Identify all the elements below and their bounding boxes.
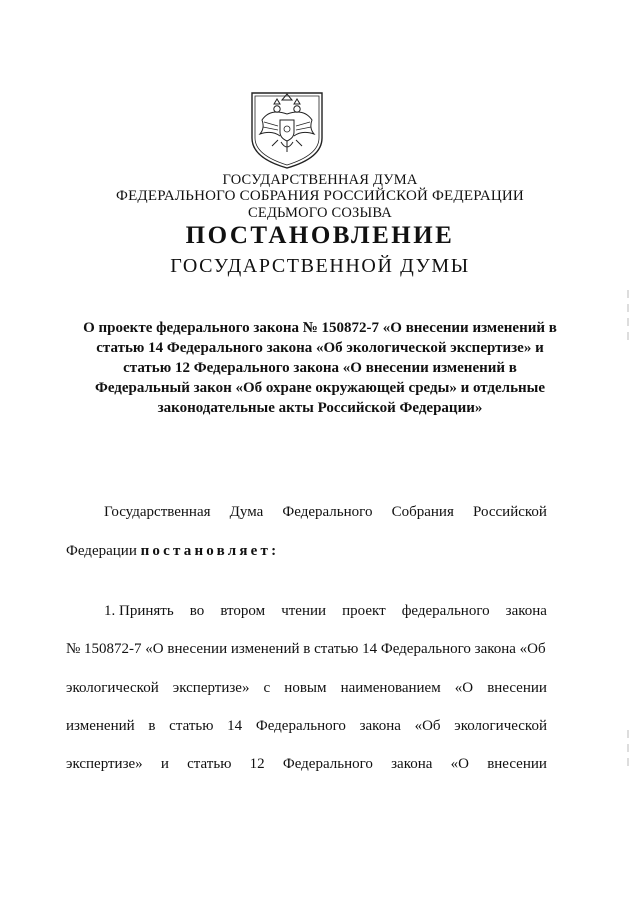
word: Дума (229, 504, 264, 520)
scan-margin-mark (626, 290, 630, 350)
word: федерального (401, 603, 490, 619)
word: «О (454, 680, 474, 696)
word: внесении (487, 680, 547, 696)
word: 1. Принять (104, 603, 174, 619)
word: Федерального (255, 718, 346, 734)
word: новым (284, 680, 327, 696)
word: статью (169, 718, 214, 734)
coat-of-arms-emblem (248, 90, 326, 170)
word: изменений (66, 718, 135, 734)
body-line-text: № 150872-7 «О внесении изменений в статью 14 Федерального закона «Об (66, 641, 546, 657)
word: 14 (227, 718, 243, 734)
resolves-emphasis: постановляет: (140, 543, 280, 559)
word: наименованием (340, 680, 441, 696)
word: чтении (281, 603, 327, 619)
document-subtitle: ГОСУДАРСТВЕННОЙ ДУМЫ (170, 255, 470, 277)
word: Собрания (391, 504, 454, 520)
word: экспертизе» (66, 756, 143, 772)
word: «О (450, 756, 469, 772)
word: и (160, 756, 169, 772)
word: Федерального (282, 504, 373, 520)
header-line-duma: ГОСУДАРСТВЕННАЯ ДУМА (222, 172, 418, 188)
word: экологической (454, 718, 547, 734)
body-line (66, 756, 547, 773)
subject-line: статью 14 Федерального закона «Об экологической экспертизе» и (96, 340, 544, 356)
header-line-assembly: ФЕДЕРАЛЬНОГО СОБРАНИЯ РОССИЙСКОЙ ФЕДЕРАЦИИ (116, 188, 524, 204)
word: внесении (487, 756, 547, 772)
body-line (66, 680, 547, 697)
word: статью (187, 756, 232, 772)
header-line-convocation: СЕДЬМОГО СОЗЫВА (248, 205, 392, 221)
word: втором (220, 603, 266, 619)
word: проект (342, 603, 386, 619)
document-title: ПОСТАНОВЛЕНИЕ (185, 222, 455, 249)
body-line (66, 641, 547, 658)
word: закона (505, 603, 547, 619)
word: Федерации (66, 543, 141, 559)
word: закона (359, 718, 401, 734)
word: с (263, 680, 271, 696)
word: экологической (66, 680, 159, 696)
word: Российской (473, 504, 547, 520)
subject-line: законодательные акты Российской Федерации» (157, 400, 483, 416)
body-line (66, 543, 547, 560)
body-line (104, 504, 547, 521)
word: закона (391, 756, 433, 772)
word: во (189, 603, 205, 619)
subject-line: статью 12 Федерального закона «О внесении изменений в (123, 360, 517, 376)
word: Государственная (104, 504, 211, 520)
subject-block (60, 318, 580, 418)
scan-margin-mark (626, 730, 630, 770)
word: Федерального (282, 756, 373, 772)
body-line (66, 718, 547, 735)
subject-line: О проекте федерального закона № 150872-7 «О внесении изменений в (83, 320, 557, 336)
word: в (148, 718, 156, 734)
body-line (104, 603, 547, 620)
word: 12 (249, 756, 265, 772)
word: «Об (414, 718, 441, 734)
word: экспертизе» (172, 680, 250, 696)
subject-line: Федеральный закон «Об охране окружающей среды» и отдельные (94, 380, 546, 396)
